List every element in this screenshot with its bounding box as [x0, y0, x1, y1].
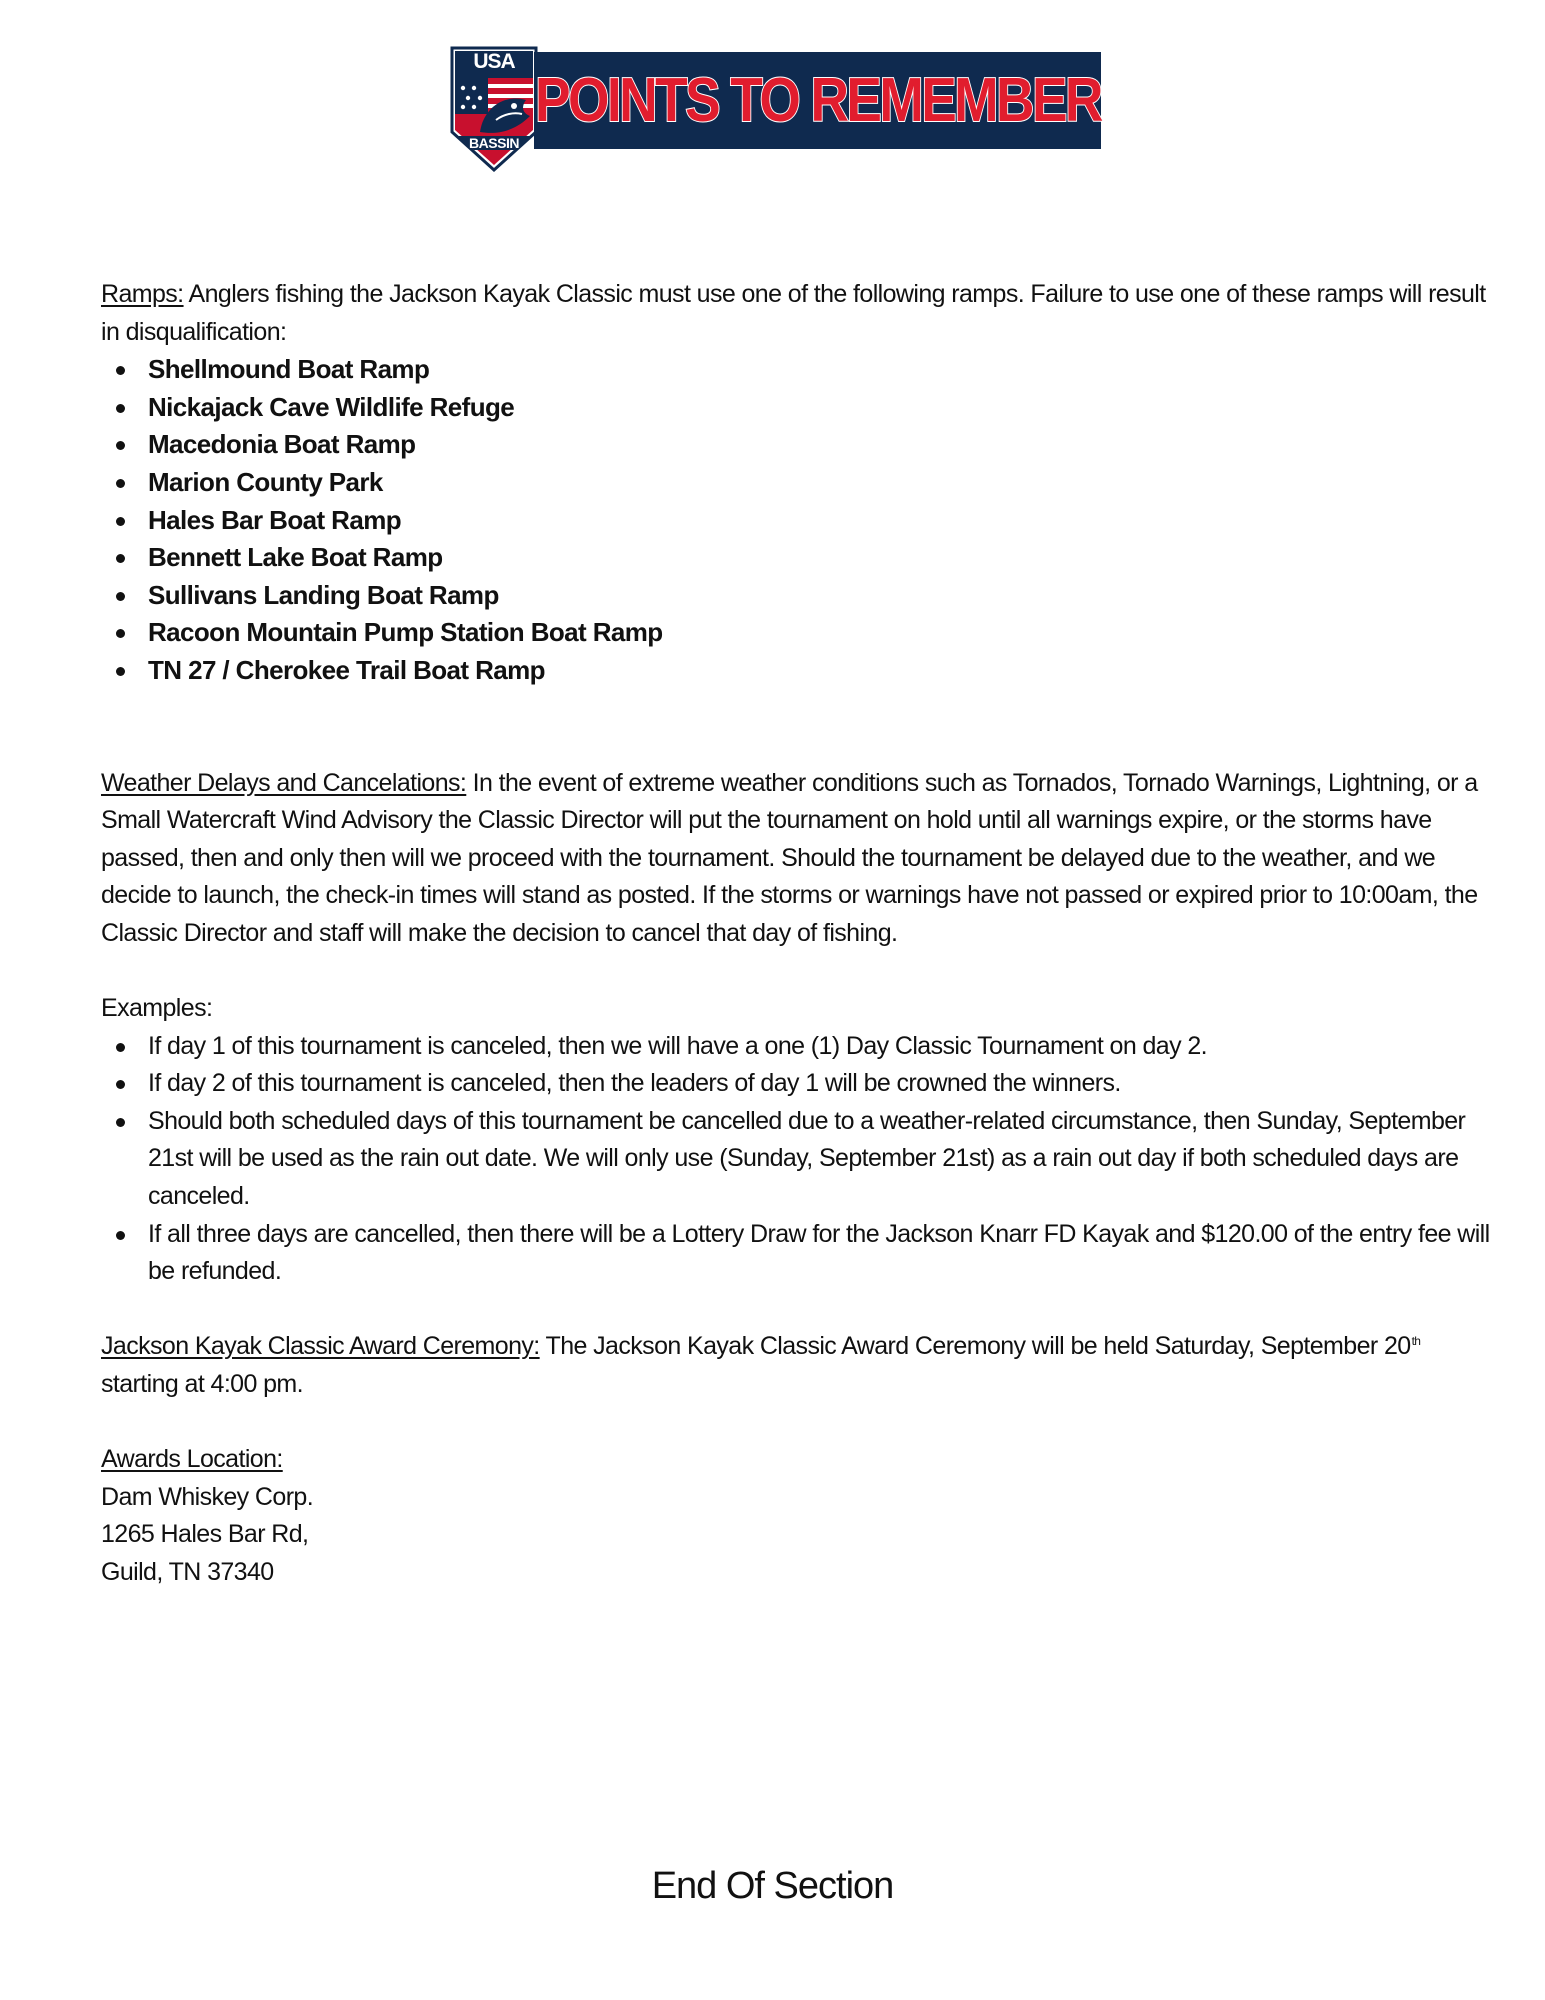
spacer [101, 1404, 1491, 1442]
header-banner [444, 44, 1104, 172]
location-line: 1265 Hales Bar Rd, [101, 1520, 309, 1549]
list-item: Sullivans Landing Boat Ramp [101, 577, 1491, 615]
list-item: If all three days are cancelled, then there will be a Lottery Draw for the Jackson Knarr FD Kayak and $120.00 of the entry fee will be refunded. [101, 1216, 1491, 1291]
list-item: If day 2 of this tournament is canceled, then the leaders of day 1 will be crowned the winners. [101, 1065, 1491, 1103]
document-body [101, 276, 1491, 1592]
list-item: If day 1 of this tournament is canceled, then we will have a one (1) Day Classic Tournament on day 2. [101, 1028, 1491, 1066]
list-item: Shellmound Boat Ramp [101, 351, 1491, 389]
end-of-section: End Of Section [651, 1865, 894, 1907]
ceremony-date-suffix: th [1411, 1334, 1421, 1349]
ramps-heading: Ramps: [101, 280, 184, 308]
list-item: Bennett Lake Boat Ramp [101, 539, 1491, 577]
weather-heading: Weather Delays and Cancelations: [101, 768, 467, 797]
list-item: Macedonia Boat Ramp [101, 426, 1491, 464]
logo-text-bottom: BASSIN [469, 135, 519, 151]
list-item: Hales Bar Boat Ramp [101, 502, 1491, 540]
logo-text-top: USA [473, 50, 515, 73]
ceremony-heading: Jackson Kayak Classic Award Ceremony: [101, 1332, 540, 1361]
ramps-paragraph [101, 276, 1491, 351]
ceremony-text-after: starting at 4:00 pm. [101, 1370, 304, 1399]
examples-list [101, 1028, 1491, 1291]
ramps-list [101, 351, 1491, 689]
title-banner [534, 52, 1101, 149]
location-heading: Awards Location: [101, 1445, 283, 1474]
list-item: Marion County Park [101, 464, 1491, 502]
page-title: POINTS TO REMEMBER [534, 66, 1101, 135]
list-item: Should both scheduled days of this tournament be cancelled due to a weather-related circumstance, then Sunday, September 21st will be used as the rain out date. We will only use (Sunday, September 21st) as a rain out day if both scheduled days are canceled. [101, 1103, 1491, 1216]
ceremony-paragraph [101, 1328, 1491, 1403]
ramps-intro: Anglers fishing the Jackson Kayak Classic must use one of the following ramps. Failure to use one of these ramps will result in disqualification: [101, 280, 1486, 346]
list-item: Racoon Mountain Pump Station Boat Ramp [101, 614, 1491, 652]
weather-paragraph [101, 765, 1491, 953]
location-line: Guild, TN 37340 [101, 1558, 274, 1586]
spacer [101, 1291, 1491, 1329]
location-line: Dam Whiskey Corp. [101, 1482, 314, 1511]
examples-label: Examples: [101, 994, 213, 1023]
list-item: TN 27 / Cherokee Trail Boat Ramp [101, 652, 1491, 690]
location-heading-line [101, 1441, 1491, 1479]
spacer [101, 690, 1491, 765]
ceremony-text-before: The Jackson Kayak Classic Award Ceremony will be held Saturday, September 20 [539, 1332, 1411, 1361]
list-item: Nickajack Cave Wildlife Refuge [101, 389, 1491, 427]
weather-text: In the event of extreme weather conditions such as Tornados, Tornado Warnings, Lightning, or a Small Watercraft Wind Advisory the Classic Director will put the tournament on hold until all warnings expire, or the storms have passed, then and only then will we proceed with the tournament. Should the tournament be delayed due to the weather, and we decide to launch, the check-in times will stand as posted. If the storms or warnings have not passed or expired prior to 10:00am, the Classic Director and staff will make the decision to cancel that day of fishing. [101, 768, 1478, 947]
spacer [101, 953, 1491, 991]
